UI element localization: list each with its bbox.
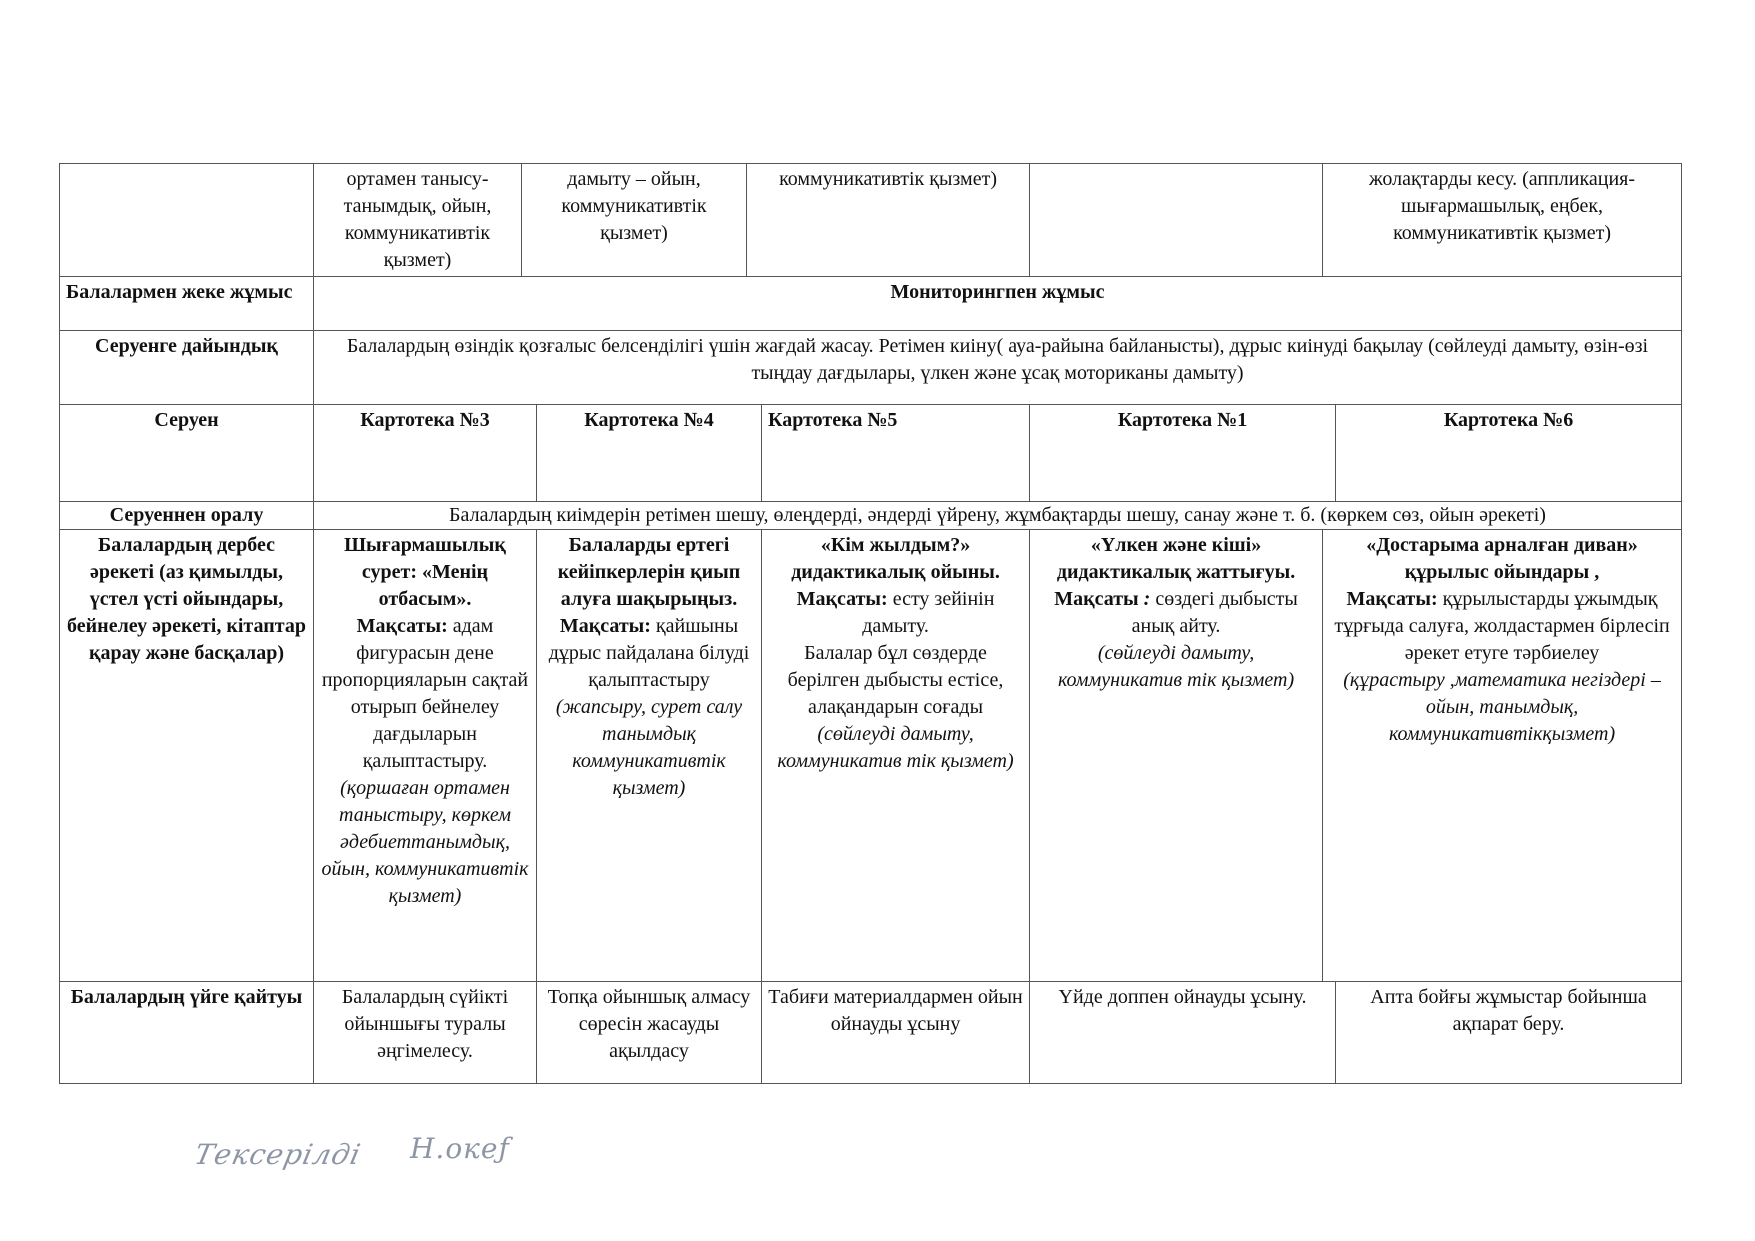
row-label-empty [60, 164, 314, 277]
row-label-walk-prep: Серуенге дайындық [60, 331, 314, 405]
walk-card-1: Картотека №3 [314, 405, 537, 502]
cell-independent-2 [537, 530, 762, 982]
row-label-individual: Балалармен жеке жұмыс [60, 277, 314, 331]
goal-label: Мақсаты: [796, 588, 888, 610]
activity-note: (сөйлеуді дамыту, коммуникатив тік қызмет) [777, 723, 1014, 772]
goal-label: Мақсаты: [1346, 588, 1438, 610]
cell-continued-2: ортамен танысу-танымдық, ойын, коммуникативтік қызмет) [314, 164, 522, 277]
goal-label: Мақсаты [1054, 588, 1139, 610]
activity-note: (жапсыру, сурет салу танымдық коммуникативтік қызмет) [555, 696, 743, 799]
cell-going-home-4: Үйде доппен ойнауды ұсыну. [1030, 982, 1336, 1084]
row-walk-prep [60, 331, 1682, 405]
cell-independent-3 [762, 530, 1030, 982]
activity-title: «Достарыма арналған диван» құрылыс ойындары , [1366, 534, 1638, 583]
walk-card-5: Картотека №6 [1336, 405, 1682, 502]
walk-card-2: Картотека №4 [537, 405, 762, 502]
row-label-independent: Балалардың дербес әрекеті (аз қимылды, үстел үсті ойындары, бейнелеу әрекеті, кітаптар қарау және басқалар) [60, 530, 314, 982]
goal-text: құрылыстарды ұжымдық тұрғыда салуға, жолдастармен бірлесіп әрекет етуге тәрбиелеу [1334, 588, 1670, 664]
cell-independent-4 [1030, 530, 1323, 982]
walk-card-4: Картотека №1 [1030, 405, 1336, 502]
goal-text: сөздегі дыбысты анық айту. [1131, 588, 1298, 637]
activity-extra: Балалар бұл сөздерде берілген дыбысты естісе, алақандарын соғады [787, 642, 1004, 718]
cell-going-home-2: Топқа ойыншық алмасу сөресін жасауды ақылдасу [537, 982, 762, 1084]
cell-going-home-5: Апта бойғы жұмыстар бойынша ақпарат беру. [1336, 982, 1682, 1084]
activity-title: Шығармашылық сурет: «Менің отбасым». [344, 534, 506, 610]
goal-label: Мақсаты: [559, 615, 651, 637]
cell-return-walk-content: Балалардың киімдерін ретімен шешу, өлеңдерді, әндерді үйрену, жұмбақтарды шешу, санау және т. б. (көркем сөз, ойын әрекеті) [314, 502, 1682, 530]
cell-continued-4: коммуникативтік қызмет) [747, 164, 1030, 277]
goal-text: қайшыны дұрыс пайдалана білуді қалыптастыру [548, 615, 750, 691]
activity-note: (қоршаған ортамен таныстыру, көркем әдебиеттанымдық, ойын, коммуникативтік қызмет) [321, 777, 529, 907]
row-going-home [60, 982, 1682, 1084]
goal-text: есту зейінін дамыту. [862, 588, 995, 637]
activity-note: (құрастыру ,математика негіздері – ойын, танымдық, коммуникативтікқызмет) [1343, 669, 1661, 745]
row-independent [60, 530, 1682, 982]
cell-continued-5 [1030, 164, 1323, 277]
row-label-return-walk: Серуеннен оралу [60, 502, 314, 530]
activity-title: «Үлкен және кіші» дидактикалық жаттығуы. [1056, 534, 1296, 583]
goal-label: Мақсаты: [356, 615, 448, 637]
cell-continued-3: дамыту – ойын, коммуникативтік қызмет) [522, 164, 747, 277]
handwritten-signature [191, 1128, 525, 1188]
cell-continued-6: жолақтарды кесу. (аппликация-шығармашылық, еңбек, коммуникативтік қызмет) [1323, 164, 1682, 277]
goal-text: адам фигурасын дене пропорцияларын сақтай отырып бейнелеу дағдыларын қалыптастыру. [321, 615, 529, 772]
row-individual [60, 277, 1682, 331]
walk-card-3: Картотека №5 [762, 405, 1030, 502]
schedule-table [59, 163, 1682, 1084]
goal-separator: : [1138, 588, 1156, 610]
row-continued [60, 164, 1682, 277]
activity-title: Балаларды ертегі кейіпкерлерін қиып алуға шақырыңыз. [557, 534, 741, 610]
cell-independent-1 [314, 530, 537, 982]
activity-note: (сөйлеуді дамыту, коммуникатив тік қызмет) [1057, 642, 1295, 691]
cell-going-home-1: Балалардың сүйікті ойыншығы туралы әңгімелесу. [314, 982, 537, 1084]
row-label-walk: Серуен [60, 405, 314, 502]
cell-walk-prep-content: Балалардың өзіндік қозғалыс белсенділігі үшін жағдай жасау. Ретімен киіну( ауа-райына байланысты), дұрыс киінуді бақылау (сөйлеуді дамыту, өзін-өзі тыңдау дағдылары, үлкен және ұсақ моториканы дамыту) [314, 331, 1682, 405]
cell-independent-5 [1323, 530, 1682, 982]
signature-mark: Н.океƒ [410, 1132, 510, 1165]
row-return-walk [60, 502, 1682, 530]
row-label-going-home: Балалардың үйге қайтуы [60, 982, 314, 1084]
cell-individual-content: Мониторингпен жұмыс [314, 277, 1682, 331]
cell-going-home-3: Табиғи материалдармен ойын ойнауды ұсыну [762, 982, 1030, 1084]
signature-word: Тексерілді [191, 1138, 365, 1171]
row-walk [60, 405, 1682, 502]
activity-title: «Кім жылдым?» дидактикалық ойыны. [791, 534, 1000, 583]
